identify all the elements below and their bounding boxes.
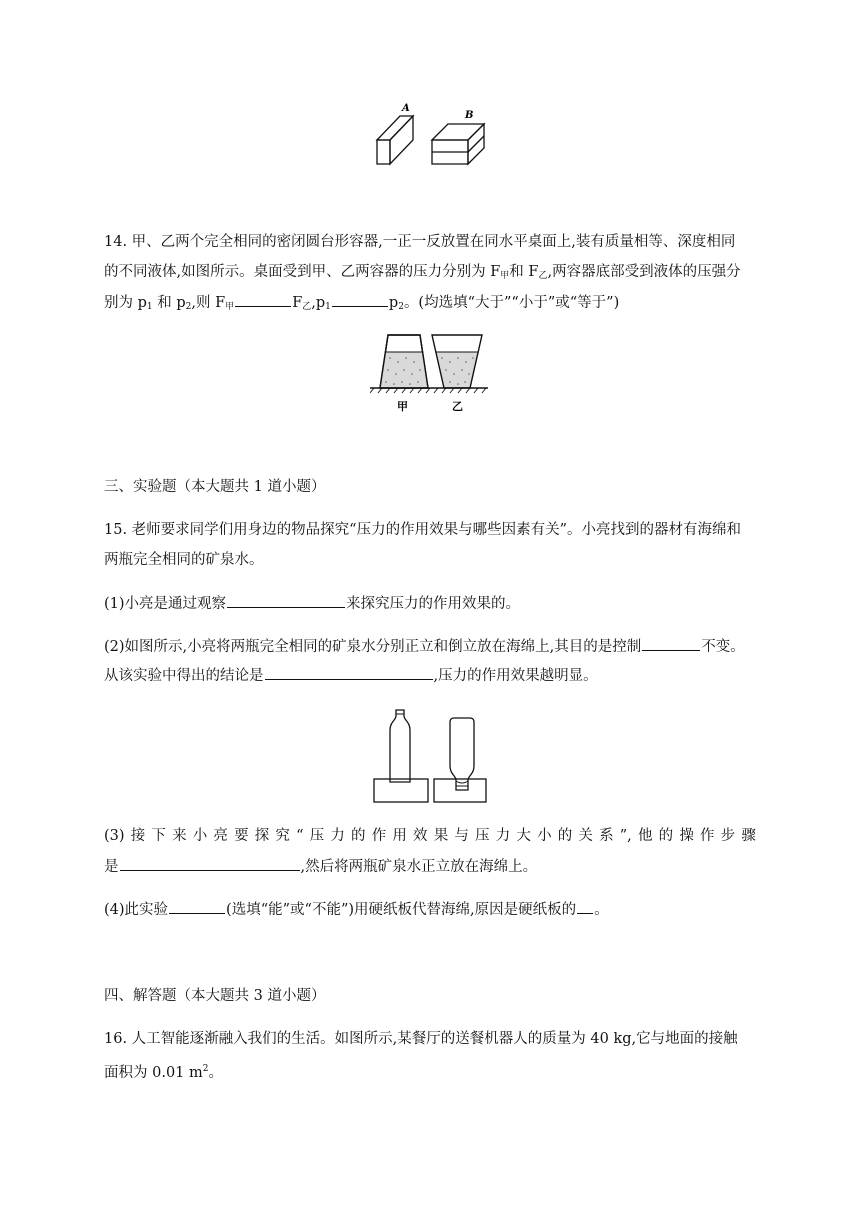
q15-part3-char: 的 <box>557 828 573 844</box>
blocks-figure <box>372 100 492 168</box>
q15-part3-char: 大 <box>516 828 531 844</box>
q15-part3-char: 他 <box>637 828 653 844</box>
q15-part3-char: 究 <box>275 828 290 844</box>
q15-part1: (1)小亮是通过观察 来探究压力的作用效果的。 <box>104 593 520 614</box>
q15-part3-char: 作 <box>699 828 715 844</box>
label-a: A <box>402 103 410 114</box>
label-jia: 甲 <box>397 400 408 413</box>
q15-part3-line1 <box>104 826 756 846</box>
answer-blank-conclusion[interactable] <box>265 665 433 680</box>
answer-blank-control[interactable] <box>642 636 700 651</box>
q16-line1: 16. 人工智能逐渐融入我们的生活。如图所示,某餐厅的送餐机器人的质量为 40 kg,它与地面的接触 <box>104 1031 738 1047</box>
label-yi: 乙 <box>452 400 463 413</box>
container-yi <box>432 335 482 388</box>
container-jia <box>380 335 428 388</box>
block-a <box>377 116 413 164</box>
bottles-figure <box>372 706 488 804</box>
q15-part3-char: 果 <box>433 828 449 844</box>
q15-part3-char: 效 <box>413 828 428 844</box>
q15-part3-char: 小 <box>192 828 208 844</box>
q15-part3-char: 亮 <box>213 828 228 844</box>
q15-part2-line1: (2)如图所示,小亮将两瓶完全相同的矿泉水分别正立和倒立放在海绵上,其目的是控制 不变。 <box>104 636 745 657</box>
table-hatching <box>370 388 486 393</box>
q15-part3-char: 下 <box>151 828 166 844</box>
block-b <box>432 124 484 164</box>
q15-line2: 两瓶完全相同的矿泉水。 <box>104 552 264 568</box>
q15-part3-char: 步 <box>720 828 736 844</box>
answer-blank-observe[interactable] <box>227 593 345 608</box>
q15-part4: (4)此实验 (选填“能”或“不能”)用硬纸板代替海绵,原因是硬纸板的 。 <box>104 899 609 920</box>
q15-part3-char: 接 <box>130 828 146 844</box>
answer-blank-p[interactable] <box>332 292 388 307</box>
q15-part3-char: 的 <box>658 828 674 844</box>
q15-part3-char: 骤 <box>741 828 756 844</box>
q15-part3-char: 探 <box>254 828 270 844</box>
q16-line2: 面积为 0.01 $m^2$。 <box>104 1064 223 1081</box>
q15-part3-char: 的 <box>351 828 366 844</box>
q14-line2: 的不同液体,如图所示。桌面受到甲、乙两容器的压力分别为 $F_甲$和 $F_乙$,两容器底部受到液体的压强分 <box>104 264 741 281</box>
q15-part3-char: 压 <box>475 828 490 844</box>
q15-part3-char: 力 <box>495 828 511 844</box>
q15-part3-line2: 是 ,然后将两瓶矿泉水正立放在海绵上。 <box>104 856 537 877</box>
q15-part3-char: 关 <box>578 828 593 844</box>
q15-part3-char: 力 <box>330 828 345 844</box>
answer-blank-can[interactable] <box>169 899 225 914</box>
q15-part3-char: 小 <box>537 828 552 844</box>
q15-part3-char: ”, <box>619 828 632 844</box>
answer-blank-reason[interactable] <box>577 899 593 914</box>
q15-part3-char: 来 <box>172 828 187 844</box>
answer-blank-f[interactable] <box>235 292 291 307</box>
q15-part3-char: 要 <box>234 828 249 844</box>
q15-part3-char: 操 <box>679 828 694 844</box>
containers-figure <box>370 332 490 416</box>
q14-line1: 14. 甲、乙两个完全相同的密闭圆台形容器,一正一反放置在同水平桌面上,装有质量相等、深度相同 <box>104 234 736 250</box>
q15-part3-char: “ <box>296 828 304 844</box>
q15-part3-char: 压 <box>309 828 325 844</box>
q15-line1: 15. 老师要求同学们用身边的物品探究“压力的作用效果与哪些因素有关”。小亮找到的器材有海绵和 <box>104 522 741 538</box>
q15-part3-char: 作 <box>371 828 387 844</box>
q15-part2-line2: 从该实验中得出的结论是 ,压力的作用效果越明显。 <box>104 665 598 686</box>
answer-blank-steps[interactable] <box>120 856 300 871</box>
bottle-upright <box>390 710 410 782</box>
q14-line3: 别为 $p_1$ 和 $p_2$,则 $F_甲$ $F_乙,p_1$ $p_2$。(均选填“大于”“小于”或“等于”) <box>104 292 619 317</box>
q15-part3-char: 与 <box>454 828 469 844</box>
q15-part3-char: (3) <box>104 828 125 844</box>
q15-part3-char: 用 <box>392 828 407 844</box>
q15-part3-char: 系 <box>599 828 614 844</box>
label-b: B <box>465 110 474 121</box>
section-4-heading: 四、解答题（本大题共 3 道小题） <box>104 988 326 1004</box>
section-3-heading: 三、实验题（本大题共 1 道小题） <box>104 479 326 495</box>
